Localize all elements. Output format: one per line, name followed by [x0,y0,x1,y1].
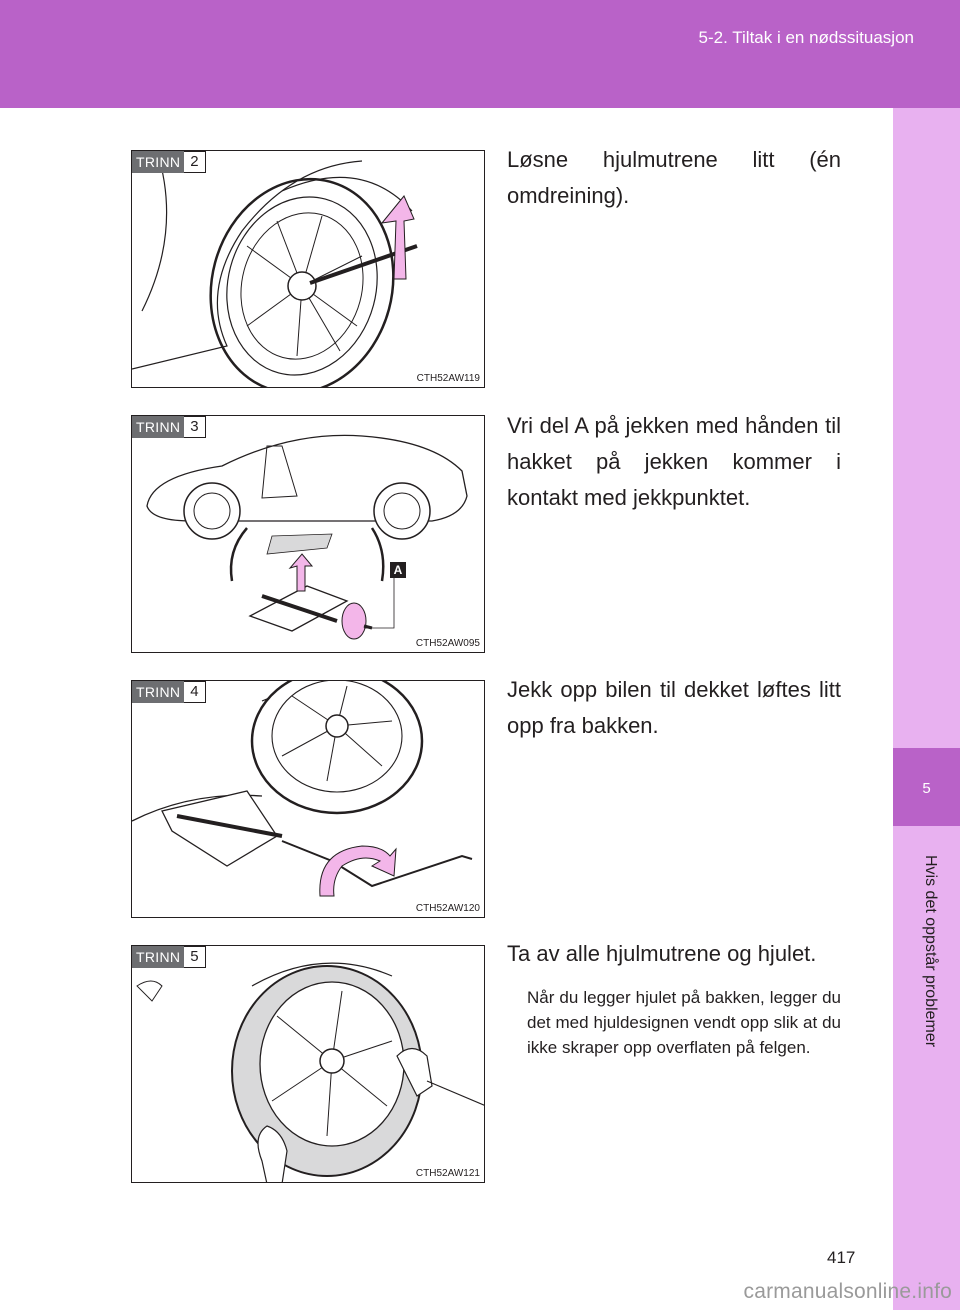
step-3-illustration [131,415,485,653]
chapter-title: Hvis det oppstår problemer [922,855,939,1048]
step-4-tag: TRINN 4 [132,681,206,703]
step-5-tag: TRINN 5 [132,946,206,968]
step-4-text: Jekk opp bilen til dekket løftes litt opp fra bakken. [507,677,841,738]
step-4-illustration [131,680,485,918]
figure-code: CTH52AW119 [416,373,480,384]
figure-code: CTH52AW120 [415,903,480,914]
figure-code: CTH52AW095 [415,638,480,649]
step-5-text: Ta av alle hjulmutrene og hjulet. [507,941,817,966]
watermark: carmanualsonline.info [743,1280,952,1303]
page-number: 417 [827,1248,856,1267]
part-a-label: A [390,562,406,578]
chapter-number: 5 [922,780,931,797]
step-3-text: Vri del A på jekken med hånden til hakket på jekken kommer i kontakt med jekkpunktet. [507,413,841,510]
section-title: 5-2. Tiltak i en nødssituasjon [698,28,914,47]
remove-wheel-drawing [132,946,485,1183]
step-5-note: Når du legger hjulet på bakken, legger du det med hjuldesignen vendt opp slik at du ikke skraper opp overflaten på felgen. [527,988,841,1057]
step-2-text: Løsne hjulmutrene litt (én omdreining). [507,147,841,208]
step-5-illustration [131,945,485,1183]
car-jack-drawing [132,416,485,653]
page-header [0,0,960,108]
raise-vehicle-drawing [132,681,485,918]
step-2-tag: TRINN 2 [132,151,206,173]
figure-code: CTH52AW121 [415,1168,480,1179]
loosen-wheel-nuts-drawing [132,151,485,388]
step-2-illustration [131,150,485,388]
step-3-tag: TRINN 3 [132,416,206,438]
